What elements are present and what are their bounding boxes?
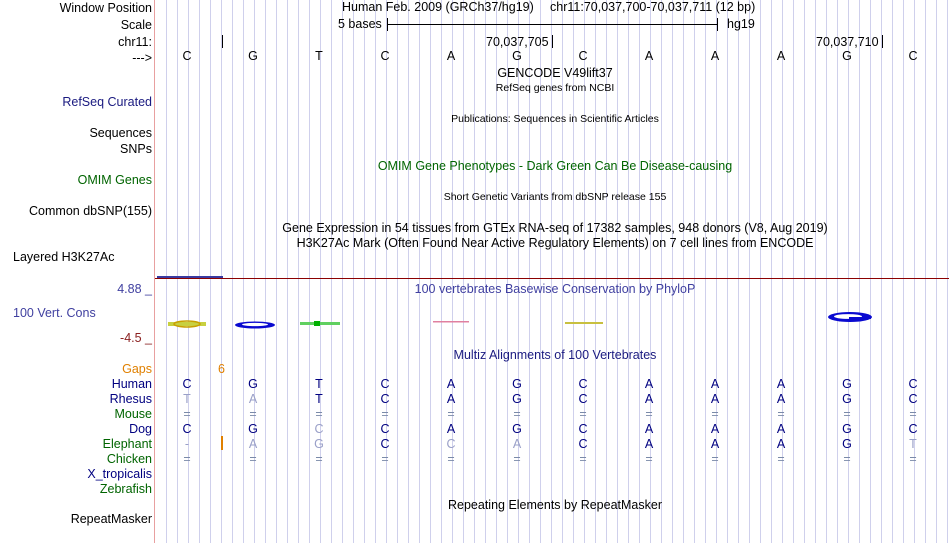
cons-glyph-g-large xyxy=(828,312,872,322)
alignment-base: A xyxy=(446,392,456,406)
alignment-base: = xyxy=(315,452,323,466)
alignment-base: A xyxy=(644,377,654,391)
alignment-base: C xyxy=(380,392,390,406)
alignment-base: = xyxy=(513,452,521,466)
alignment-base: G xyxy=(248,377,258,391)
position-tick-2 xyxy=(552,35,553,48)
position-tick-1 xyxy=(222,35,223,48)
omim-track-desc: OMIM Gene Phenotypes - Dark Green Can Be Disease-causing xyxy=(377,159,733,173)
alignment-base: = xyxy=(381,452,389,466)
scale-bar-left-tick xyxy=(387,18,388,31)
species-label-dog[interactable]: Dog xyxy=(129,422,152,436)
alignment-base: = xyxy=(777,452,785,466)
alignment-base: = xyxy=(513,407,521,421)
base-letter: G xyxy=(248,49,258,63)
alignment-base: G xyxy=(512,422,522,436)
alignment-base: C xyxy=(380,437,390,451)
cons-glyph-c xyxy=(168,321,206,327)
alignment-base: A xyxy=(512,437,522,451)
alignment-base: T xyxy=(909,437,917,451)
alignment-base: C xyxy=(908,377,918,391)
alignment-base: A xyxy=(710,422,720,436)
alignment-base: A xyxy=(776,392,786,406)
alignment-base: = xyxy=(315,407,323,421)
dbsnp-track-label[interactable]: Common dbSNP(155) xyxy=(29,204,152,218)
omim-track-label[interactable]: OMIM Genes xyxy=(77,173,152,187)
species-label-zebrafish[interactable]: Zebrafish xyxy=(99,482,152,496)
publications-track-desc: Publications: Sequences in Scientific Articles xyxy=(451,113,659,125)
alignment-base: = xyxy=(645,407,653,421)
alignment-base: C xyxy=(578,422,588,436)
window-position-label: Window Position xyxy=(59,1,152,15)
base-letter: C xyxy=(182,49,192,63)
refseq-track-desc: RefSeq genes from NCBI xyxy=(495,82,615,94)
phylop-track-desc: 100 vertebrates Basewise Conservation by PhyloP xyxy=(414,282,696,296)
alignment-base: T xyxy=(315,377,323,391)
alignment-base: = xyxy=(843,452,851,466)
alignment-base: = xyxy=(381,407,389,421)
assembly-name: Human Feb. 2009 (GRCh37/hg19) xyxy=(342,0,534,14)
alignment-base: G xyxy=(842,377,852,391)
alignment-base: = xyxy=(777,407,785,421)
repeatmasker-track-desc: Repeating Elements by RepeatMasker xyxy=(447,498,662,512)
alignment-base: G xyxy=(512,392,522,406)
multiz-track-desc: Multiz Alignments of 100 Vertebrates xyxy=(453,348,657,362)
alignment-base: = xyxy=(447,407,455,421)
scale-bar-right-tick xyxy=(717,18,718,31)
alignment-base: A xyxy=(248,392,258,406)
alignment-base: C xyxy=(578,377,588,391)
alignment-base: C xyxy=(908,422,918,436)
alignment-base: A xyxy=(446,377,456,391)
cons-min-value: -4.5 _ xyxy=(120,331,152,345)
gaps-label: Gaps xyxy=(122,362,152,376)
alignment-base: = xyxy=(579,452,587,466)
h3k27ac-baseline xyxy=(155,278,949,279)
cons-glyph-c-small xyxy=(565,322,603,324)
strand-arrow-label[interactable]: ---> xyxy=(132,51,152,65)
base-letter: A xyxy=(644,49,654,63)
alignment-base: T xyxy=(183,392,191,406)
alignment-base: A xyxy=(710,377,720,391)
window-position-value: chr11:70,037,700-70,037,711 (12 bp) xyxy=(550,0,756,14)
alignment-base: A xyxy=(644,392,654,406)
alignment-base: A xyxy=(248,437,258,451)
cons-glyph-t xyxy=(300,321,340,326)
alignment-base: C xyxy=(446,437,456,451)
repeatmasker-track-label[interactable]: RepeatMasker xyxy=(70,512,152,526)
alignment-base: G xyxy=(842,392,852,406)
scale-bar-text: 5 bases xyxy=(338,17,382,31)
h3k27ac-track-desc: H3K27Ac Mark (Often Found Near Active Regulatory Elements) on 7 cell lines from ENCODE xyxy=(296,236,814,250)
h3k27ac-signal xyxy=(157,276,223,278)
cons-glyph-a xyxy=(433,321,469,323)
alignment-base: A xyxy=(710,392,720,406)
alignment-base: G xyxy=(314,437,324,451)
alignment-base: = xyxy=(183,407,191,421)
alignment-base: C xyxy=(578,437,588,451)
base-letter: C xyxy=(578,49,588,63)
alignment-base: A xyxy=(776,422,786,436)
alignment-base: A xyxy=(446,422,456,436)
species-label-chicken[interactable]: Chicken xyxy=(106,452,152,466)
dbsnp-track-desc: Short Genetic Variants from dbSNP release 155 xyxy=(443,191,667,203)
conservation-logo-plot xyxy=(155,300,950,340)
alignment-base: C xyxy=(578,392,588,406)
base-letter: C xyxy=(380,49,390,63)
alignment-base: C xyxy=(182,377,192,391)
alignment-base: = xyxy=(183,452,191,466)
gencode-track-title[interactable]: GENCODE V49lift37 xyxy=(497,66,613,80)
alignment-base: = xyxy=(579,407,587,421)
alignment-base: A xyxy=(776,437,786,451)
base-letter: A xyxy=(446,49,456,63)
sequences-track-label[interactable]: Sequences xyxy=(89,126,152,140)
alignment-base: A xyxy=(644,437,654,451)
position-tick-3 xyxy=(882,35,883,48)
alignment-base: G xyxy=(512,377,522,391)
alignment-base: C xyxy=(182,422,192,436)
cons-track-label[interactable]: 100 Vert. Cons xyxy=(13,306,96,320)
alignment-base: A xyxy=(710,437,720,451)
alignment-base: C xyxy=(908,392,918,406)
species-label-elephant[interactable]: Elephant xyxy=(102,437,152,451)
base-letter: G xyxy=(842,49,852,63)
species-label-human[interactable]: Human xyxy=(111,377,152,391)
alignment-base: = xyxy=(645,452,653,466)
base-letter: A xyxy=(710,49,720,63)
alignment-base: C xyxy=(314,422,324,436)
cons-max-value: 4.88 _ xyxy=(117,282,152,296)
base-letter: C xyxy=(908,49,918,63)
left-panel-divider xyxy=(154,0,155,543)
position-marker-1: 70,037,705 xyxy=(486,35,549,49)
alignment-base: G xyxy=(248,422,258,436)
alignment-base: = xyxy=(249,452,257,466)
alignment-base: A xyxy=(644,422,654,436)
alignment-base: G xyxy=(842,437,852,451)
alignment-base: = xyxy=(843,407,851,421)
gtex-track-desc: Gene Expression in 54 tissues from GTEx RNA-seq of 17382 samples, 948 donors (V8, Aug 2019) xyxy=(282,221,828,235)
alignment-base: = xyxy=(711,407,719,421)
snps-track-label[interactable]: SNPs xyxy=(120,142,152,156)
scale-label: Scale xyxy=(120,18,152,32)
elephant-gap-marker xyxy=(221,436,223,450)
alignment-base: A xyxy=(776,377,786,391)
base-letter: A xyxy=(776,49,786,63)
alignment-base: - xyxy=(184,437,190,451)
alignment-base: C xyxy=(380,422,390,436)
alignment-base: = xyxy=(909,452,917,466)
species-label-x_tropicalis[interactable]: X_tropicalis xyxy=(87,467,152,481)
scale-bar xyxy=(387,24,718,25)
species-label-rhesus[interactable]: Rhesus xyxy=(109,392,152,406)
base-letter: G xyxy=(512,49,522,63)
alignment-base: = xyxy=(711,452,719,466)
cons-glyph-g xyxy=(235,322,275,329)
species-label-mouse[interactable]: Mouse xyxy=(114,407,152,421)
position-marker-2: 70,037,710 xyxy=(816,35,879,49)
alignment-base: = xyxy=(249,407,257,421)
alignment-base: = xyxy=(909,407,917,421)
alignment-base: G xyxy=(842,422,852,436)
gap-count: 6 xyxy=(218,362,225,376)
scale-db-label: hg19 xyxy=(727,17,755,31)
alignment-base: T xyxy=(315,392,323,406)
base-letter: T xyxy=(315,49,323,63)
refseq-track-label[interactable]: RefSeq Curated xyxy=(62,95,152,109)
alignment-base: = xyxy=(447,452,455,466)
alignment-base: C xyxy=(380,377,390,391)
chromosome-label: chr11: xyxy=(118,35,152,49)
h3k27ac-track-label[interactable]: Layered H3K27Ac xyxy=(13,250,115,264)
